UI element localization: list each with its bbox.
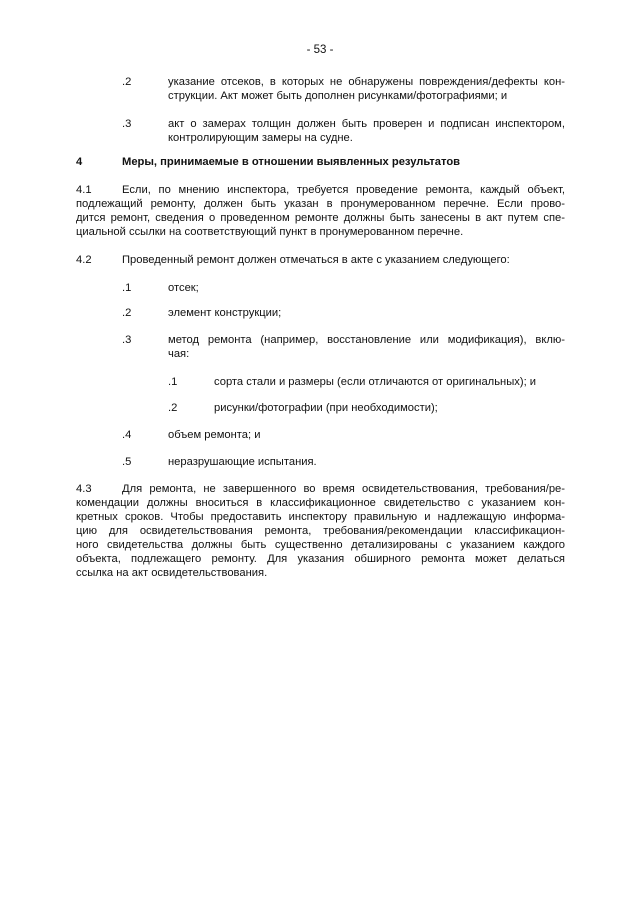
list-item-number: .2	[122, 307, 132, 319]
paragraph-line: Проведенный ремонт должен отмечаться в акте с указанием следующего:	[122, 254, 510, 266]
paragraph-line: кретных сроков. Чтобы предоставить инспектору правильную и надлежащую информа-	[76, 511, 565, 523]
paragraph-number: 4.2	[76, 254, 92, 266]
list-item-text: неразрушающие испытания.	[168, 456, 317, 468]
paragraph-number: 4.1	[76, 184, 92, 196]
sublist-item-text: сорта стали и размеры (если отличаются от оригинальных); и	[214, 376, 537, 388]
list-item-number: .3	[122, 334, 132, 346]
paragraph-line: Если, по мнению инспектора, требуется проведение ремонта, каждый объект,	[122, 184, 565, 196]
paragraph-line: дится ремонт, сведения о проведенном ремонте должны быть занесены в акт путем спе-	[76, 212, 565, 224]
item-text-line: струкции. Акт может быть дополнен рисунками/фотографиями; и	[168, 90, 508, 102]
paragraph-line: циальной ссылки на соответствующий пункт в пронумерованном перечне.	[76, 226, 464, 238]
paragraph-line: объекта, подлежащего ремонту. Для указания обширного ремонта может делаться	[76, 553, 565, 565]
paragraph-number: 4.3	[76, 483, 92, 495]
page-number: - 53 -	[306, 44, 334, 56]
paragraph-line: ссылка на акт освидетельствования.	[76, 567, 268, 579]
item-number: .2	[122, 76, 132, 88]
paragraph-line: цию для освидетельствования ремонта, требования/рекомендации классификацион-	[76, 525, 565, 537]
paragraph-line: Для ремонта, не завершенного во время освидетельствования, требования/ре-	[122, 483, 565, 495]
section-number: 4	[76, 156, 83, 168]
list-item-text: элемент конструкции;	[168, 307, 282, 319]
item-text-line: указание отсеков, в которых не обнаружены повреждения/дефекты кон-	[168, 76, 565, 88]
item-number: .3	[122, 118, 132, 130]
item-text-line: акт о замерах толщин должен быть проверен и подписан инспектором,	[168, 118, 565, 130]
list-item-number: .4	[122, 429, 132, 441]
sublist-item-text: рисунки/фотографии (при необходимости);	[214, 402, 438, 414]
list-item-text: отсек;	[168, 282, 199, 294]
list-item-text: объем ремонта; и	[168, 429, 261, 441]
sublist-item-number: .1	[168, 376, 178, 388]
item-text-line: контролирующим замеры на судне.	[168, 132, 353, 144]
sublist-item-number: .2	[168, 402, 178, 414]
list-item-text: чая:	[168, 348, 190, 360]
paragraph-line: подлежащий ремонту, должен быть указан в пронумерованном перечне. Если прово-	[76, 198, 565, 210]
list-item-number: .5	[122, 456, 132, 468]
section-title: Меры, принимаемые в отношении выявленных результатов	[122, 156, 461, 168]
paragraph-line: комендации должны вноситься в классификационное свидетельство с указанием кон-	[76, 497, 565, 509]
list-item-text: метод ремонта (например, восстановление или модификация), вклю-	[168, 334, 565, 346]
paragraph-line: ного свидетельства должны быть существенно детализированы с указанием каждого	[76, 539, 565, 551]
list-item-number: .1	[122, 282, 132, 294]
